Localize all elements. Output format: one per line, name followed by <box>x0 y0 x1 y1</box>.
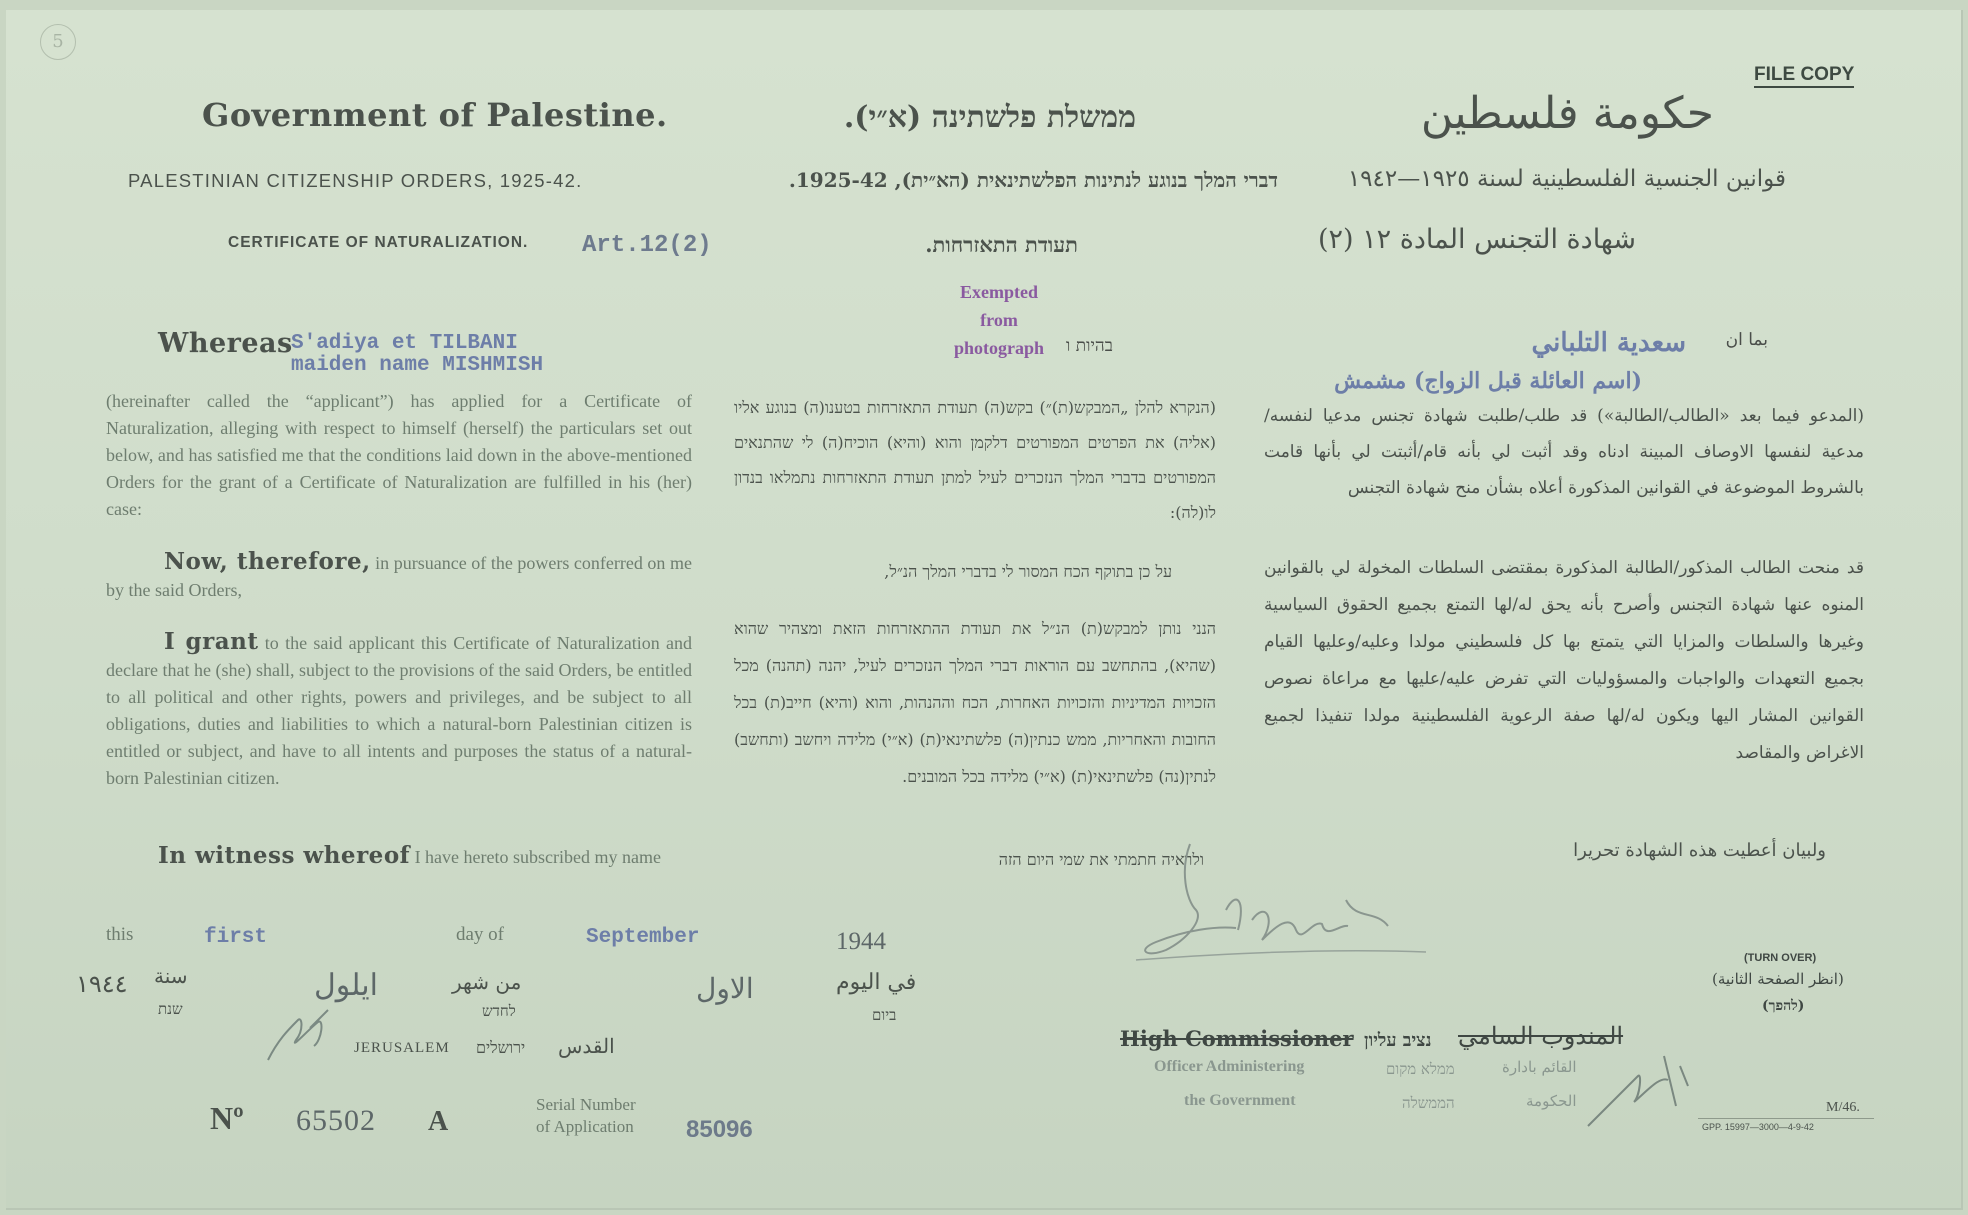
officer-administering-arabic: القائم بادارة الحكومة <box>1502 1058 1577 1110</box>
arabic-paragraph-applied: (المدعو فيما بعد «الطالب/الطالبة») قد طلب/طلبت شهادة تجنس مدعيا لنفسه/مدعية لنفسها الاوصاف المبينة ادناه وقد أثبت لي بأنه قام/أثبتت لي بأنها قامت بالشروط الموضوعة في القوانين المذكورة أعلاه بشأن منح شهادة التجنس <box>1264 406 1864 498</box>
high-commissioner-signature <box>1126 830 1446 990</box>
hebrew-witness: ולראיה חתמתי את שמי היום הזה <box>998 850 1204 869</box>
arabic-whereas: بما ان <box>1725 330 1768 350</box>
arabic-orders: قوانين الجنسية الفلسطينية لسنة ١٩٢٥—١٩٤٢ <box>1347 166 1786 192</box>
hebrew-whereas: בהיות ו <box>1066 336 1113 356</box>
hebrew-orders: דברי המלך בנוגע לנתינות הפלשתינאית (הא״ית), 1925-42. <box>788 168 1278 192</box>
arabic-title: حكومة فلسطين <box>1420 88 1714 139</box>
arabic-year-value: ١٩٤٤ <box>76 970 128 998</box>
arabic-month-value: ايلول <box>314 968 378 1003</box>
day-of-label: day of <box>456 924 505 945</box>
english-paragraph-grant: I grant to the said applicant this Certificate of Naturalization and declare that he (she) shall, subject to the provisions of the said Orders, be entitled to all political and other rights, powers and privileges, and be subject to all obligations, duties and liabilities to which a natural-born Palestinian citizen is entitled or subject, and have to all intents and purposes the status of a natural-born Palestinian citizen. <box>106 628 693 788</box>
place-english: JERUSALEM <box>354 1040 450 1056</box>
certificate-number: 65502 <box>296 1104 376 1137</box>
arabic-witness: ولبيان أعطيت هذه الشهادة تحريرا <box>1573 840 1826 861</box>
hebrew-paragraph-now: על כן בתוקף הכח המסור לי בדברי המלך הנ״ל, <box>884 562 1172 581</box>
year-value: 1944 <box>836 928 886 955</box>
i-grant-lead: I grant <box>164 628 259 655</box>
english-title: Government of Palestine. <box>202 96 668 134</box>
place-hebrew: ירושלים <box>476 1038 526 1057</box>
whereas-heading: Whereas <box>158 328 293 359</box>
arabic-cert-title: شهادة التجنس المادة ١٢ (٢) <box>1317 224 1636 255</box>
initials-mark <box>258 1000 348 1070</box>
hebrew-day-label: ביום <box>872 1006 897 1024</box>
printer-code: GPP. 15997—3000—4-9-42 <box>1702 1122 1814 1132</box>
arabic-day-value: الاول <box>696 972 754 1005</box>
turn-over-arabic: (انظر الصفحة الثانية) <box>1712 970 1844 988</box>
english-paragraph-now: Now, therefore, in pursuance of the powers conferred on me by the said Orders, <box>106 548 692 600</box>
english-cert-title: CERTIFICATE OF NATURALIZATION. <box>228 234 529 251</box>
english-paragraph-applied: (hereinafter called the “applicant”) has applied for a Certificate of Naturalization, alleging with respect to himself (herself) the particulars set out below, and has satisfied me that the conditions laid down in the above-mentioned Orders for the grant of a Certificate of Naturalization are fulfilled in his (her) case: <box>106 391 692 519</box>
place-arabic: القدس <box>558 1034 615 1058</box>
applicant-maiden-name: maiden name MISHMISH <box>291 354 544 377</box>
english-orders: PALESTINIAN CITIZENSHIP ORDERS, 1925-42. <box>128 170 583 191</box>
high-commissioner-english: High Commissioner <box>1120 1026 1354 1051</box>
certificate-number-label: Nº <box>210 1100 244 1136</box>
hebrew-cert-title: תעודת התאזרחות. <box>925 232 1078 257</box>
arabic-month-label: من شهر <box>452 970 522 994</box>
officer-administering-hebrew: ממלא מקום הממשלה <box>1386 1060 1455 1112</box>
turn-over-english: (TURN OVER) <box>1744 952 1817 964</box>
file-copy-label: FILE COPY <box>1754 64 1854 88</box>
form-footer-rule <box>1698 1118 1874 1119</box>
arabic-maiden-name: (اسم العائلة قبل الزواج) مشمش <box>1334 368 1642 394</box>
hebrew-month-label: לחדש <box>482 1002 516 1020</box>
officer-administering-english: Officer Administering the Government <box>1154 1058 1305 1109</box>
certificate-sheet <box>6 10 1963 1210</box>
officer-signature <box>1568 1046 1718 1136</box>
english-witness: In witness whereof I have hereto subscribed my name <box>158 842 661 869</box>
hebrew-paragraph-grant: הנני נותן למבקש(ת) הנ״ל את תעודת ההתאזרחות הזאת ומצהיר שהוא (שהיא), בהתחשב עם הוראות דברי המלך הנזכרים לעיל, יהנה (תהנה) מכל הזכויות המדיניות והזכויות האחרות, הכח וההנהות, והוא (והיא) חייב(ת) בכל החובות והאחריות, ממש כנתין(ה) פלשתינאי(ת) (א״י) מלידה ויחשב (ותחשב) לנתין(נה) פלשתינאי(ת) (א״י) מלידה בכל המובנים. <box>734 619 1216 786</box>
article-reference: Art.12(2) <box>582 232 712 259</box>
high-commissioner-arabic: المندوب السامي <box>1458 1022 1624 1050</box>
hebrew-paragraph-applied: (הנקרא להלן „המבקש(ת)״) בקש(ה) תעודת התאזרחות בטענו(ה) בנוגע אליו (אליה) את הפרטים המפורטים דלקמן והוא (והיא) הוכיח(ה) לי שהתנאים המפורטים בדברי המלך הנזכרים לעיל למתן תעודת התאזרחות נתמלאו בנדון לו(לה): <box>734 398 1216 522</box>
serial-number-value: 85096 <box>686 1116 753 1143</box>
arabic-year-label: سنة <box>154 964 188 988</box>
applicant-name: S'adiya et TILBANI <box>291 332 518 355</box>
serial-number-label: Serial Number of Application <box>536 1095 636 1136</box>
corner-number: 5 <box>40 24 76 60</box>
arabic-paragraph-grant: قد منحت الطالب المذكور/الطالبة المذكورة بمقتضى السلطات المخولة لي بالقوانين المنوه عنها شهادة التجنس وأصرح بأنه يحق له/لها التمتع بجميع الحقوق السياسية وغيرها والسلطات والمزايا التي يتمتع بها كل فلسطيني مولدا وعليه/وعليها القيام بجميع التعهدات والواجبات والمسؤوليات التي تفرض عليه/عليها مع مراعاة نصوص القوانين المشار اليها ويكون له/لها صفة الرعوية الفلسطينية مولدا تنفيذا لجميع الاغراض والمقاصد <box>1264 558 1864 763</box>
hebrew-year-label: שנת <box>158 1000 183 1018</box>
high-commissioner-hebrew: נציב עליון <box>1364 1030 1432 1051</box>
month-value: September <box>586 926 700 949</box>
exempted-stamp: Exempted from photograph <box>953 282 1045 358</box>
form-code: M/46. <box>1826 1100 1860 1115</box>
turn-over-hebrew: (להפך) <box>1762 998 1805 1014</box>
certificate-number-suffix: A <box>428 1106 449 1137</box>
arabic-applicant-name: سعدية التلباني <box>1531 328 1686 358</box>
now-therefore-lead: Now, therefore, <box>164 548 371 575</box>
hebrew-title: ממשלת פלשתינה (א״י). <box>843 100 1136 135</box>
in-witness-lead: In witness whereof <box>158 842 411 869</box>
this-label: this <box>106 924 134 945</box>
day-value: first <box>204 926 268 949</box>
arabic-day-label: في اليوم <box>836 970 917 995</box>
